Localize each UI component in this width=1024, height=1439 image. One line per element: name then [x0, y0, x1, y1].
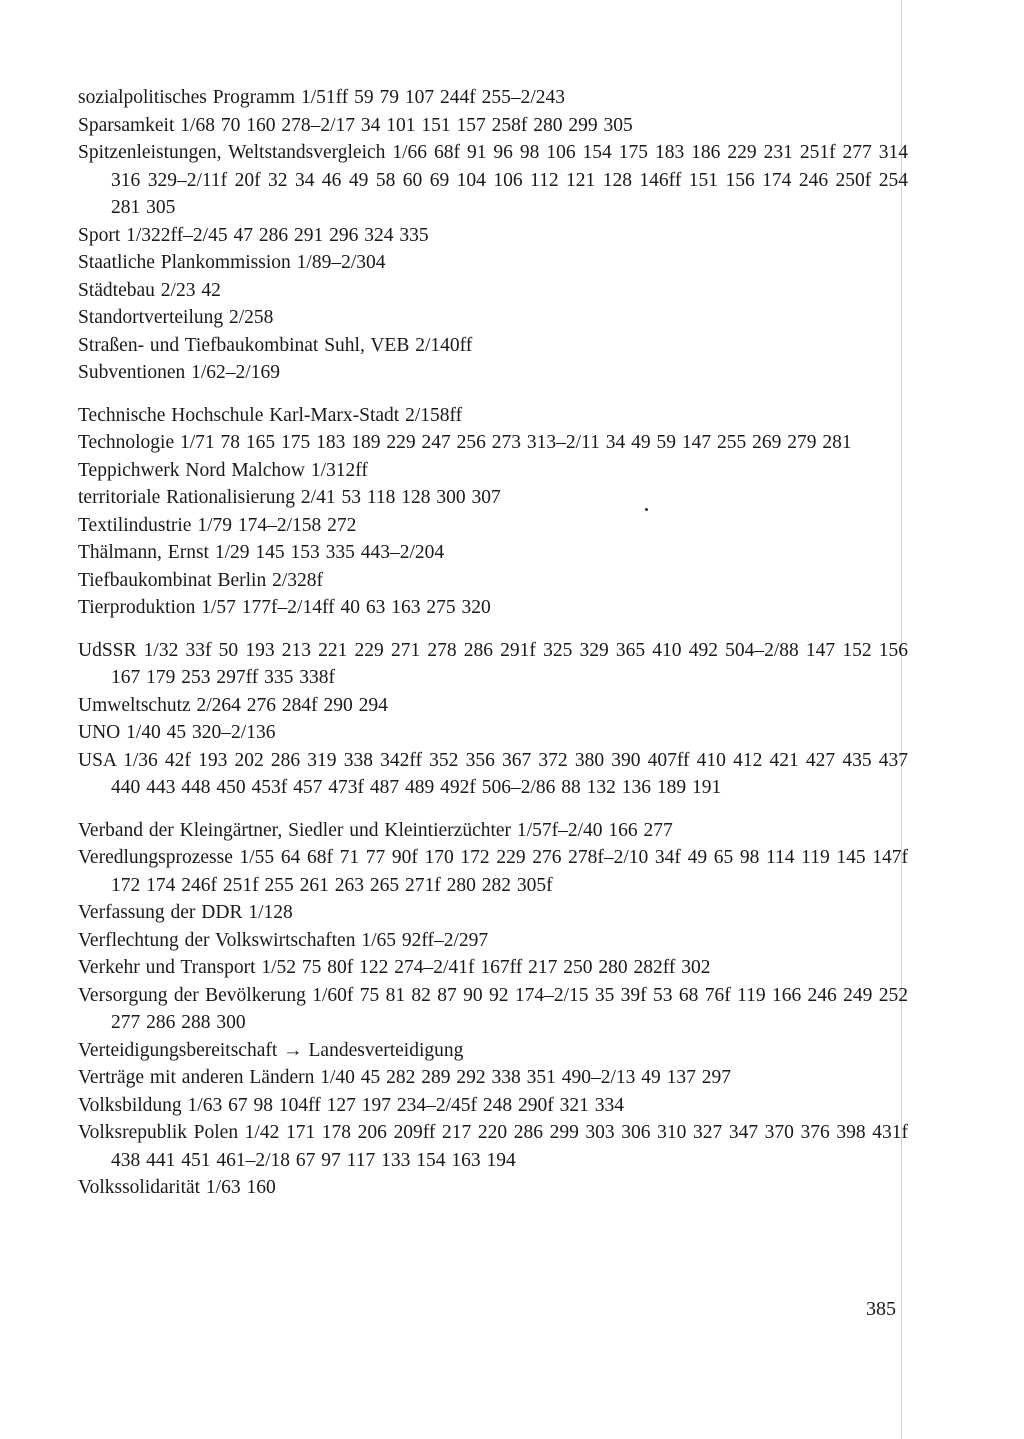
index-entry: Volksrepublik Polen 1/42 171 178 206 209ff 217 220 286 299 303 306 310 327 347 370 376 398 431f 438 441 451 461–2/18 67 97 117 133 154 163 194 — [78, 1122, 908, 1171]
index-entry: Verfassung der DDR 1/128 — [78, 902, 293, 923]
index-entry: Verflechtung der Volkswirtschaften 1/65 92ff–2/297 — [78, 929, 489, 951]
index-entry: Sparsamkeit 1/68 70 160 278–2/17 34 101 151 157 258f 280 299 305 — [78, 114, 633, 136]
index-group-t — [78, 402, 908, 622]
index-entry: Spitzenleistungen, Weltstandsvergleich 1/66 68f 91 96 98 106 154 175 183 186 229 231 251f 277 314 316 329–2/11f 20f 32 34 46 49 58 60 69 104 106 112 121 128 146ff 151 156 174 246 250f 254 281 305 — [78, 142, 908, 218]
index-entry: Städtebau 2/23 42 — [78, 279, 221, 301]
index-entry: Textilindustrie 1/79 174–2/158 272 — [78, 514, 357, 536]
index-entry: Verband der Kleingärtner, Siedler und Kleintierzüchter 1/57f–2/40 166 277 — [78, 819, 673, 841]
index-entry: USA 1/36 42f 193 202 286 319 338 342ff 352 356 367 372 380 390 407ff 410 412 421 427 435 437 440 443 448 450 453f 457 473f 487 489 492f 506–2/86 88 132 136 189 191 — [78, 749, 908, 798]
index-entry: territoriale Rationalisierung 2/41 53 118 128 300 307 — [78, 487, 501, 508]
index-entry: Veredlungsprozesse 1/55 64 68f 71 77 90f 170 172 229 276 278f–2/10 34f 49 65 98 114 119 145 147f 172 174 246f 251f 255 261 263 265 271f 280 282 305f — [78, 847, 908, 896]
index-entry: Standortverteilung 2/258 — [78, 307, 274, 328]
index-entry: Verträge mit anderen Ländern 1/40 45 282 289 292 338 351 490–2/13 49 137 297 — [78, 1067, 732, 1088]
index-entry: Versorgung der Bevölkerung 1/60f 75 81 82 87 90 92 174–2/15 35 39f 53 68 76f 119 166 246 249 252 277 286 288 300 — [78, 984, 908, 1033]
index-entry: Tierproduktion 1/57 177f–2/14ff 40 63 163 275 320 — [78, 597, 491, 618]
index-entry: Technologie 1/71 78 165 175 183 189 229 247 256 273 313–2/11 34 49 59 147 255 269 279 281 — [78, 432, 852, 453]
index-entry: Technische Hochschule Karl-Marx-Stadt 2/158ff — [78, 404, 463, 426]
index-entry: Volkssolidarität 1/63 160 — [78, 1177, 276, 1198]
index-entry: Verteidigungsbereitschaft → Landesverteidigung — [78, 1039, 464, 1061]
index-entry: Staatliche Plankommission 1/89–2/304 — [78, 252, 386, 273]
index-group-s — [78, 84, 908, 387]
index-entry: Volksbildung 1/63 67 98 104ff 127 197 234–2/45f 248 290f 321 334 — [78, 1094, 624, 1116]
index-entry: UNO 1/40 45 320–2/136 — [78, 722, 276, 743]
index-entry: UdSSR 1/32 33f 50 193 213 221 229 271 278 286 291f 325 329 365 410 492 504–2/88 147 152 156 167 179 253 297ff 335 338f — [78, 639, 908, 688]
index-entry: Straßen- und Tiefbaukombinat Suhl, VEB 2/140ff — [78, 334, 473, 356]
index-entry: Subventionen 1/62–2/169 — [78, 362, 280, 383]
index-entry: Verkehr und Transport 1/52 75 80f 122 274–2/41f 167ff 217 250 280 282ff 302 — [78, 957, 711, 978]
index-entry: sozialpolitisches Programm 1/51ff 59 79 107 244f 255–2/243 — [78, 87, 566, 108]
page-number: 385 — [866, 1298, 896, 1320]
index-entry: Umweltschutz 2/264 276 284f 290 294 — [78, 694, 388, 716]
index-page — [78, 84, 908, 1202]
index-group-u — [78, 637, 908, 802]
index-group-v — [78, 817, 908, 1202]
index-entry: Sport 1/322ff–2/45 47 286 291 296 324 335 — [78, 224, 429, 246]
index-entry: Teppichwerk Nord Malchow 1/312ff — [78, 459, 368, 481]
index-entry: Thälmann, Ernst 1/29 145 153 335 443–2/204 — [78, 542, 445, 563]
index-entry: Tiefbaukombinat Berlin 2/328f — [78, 569, 324, 591]
